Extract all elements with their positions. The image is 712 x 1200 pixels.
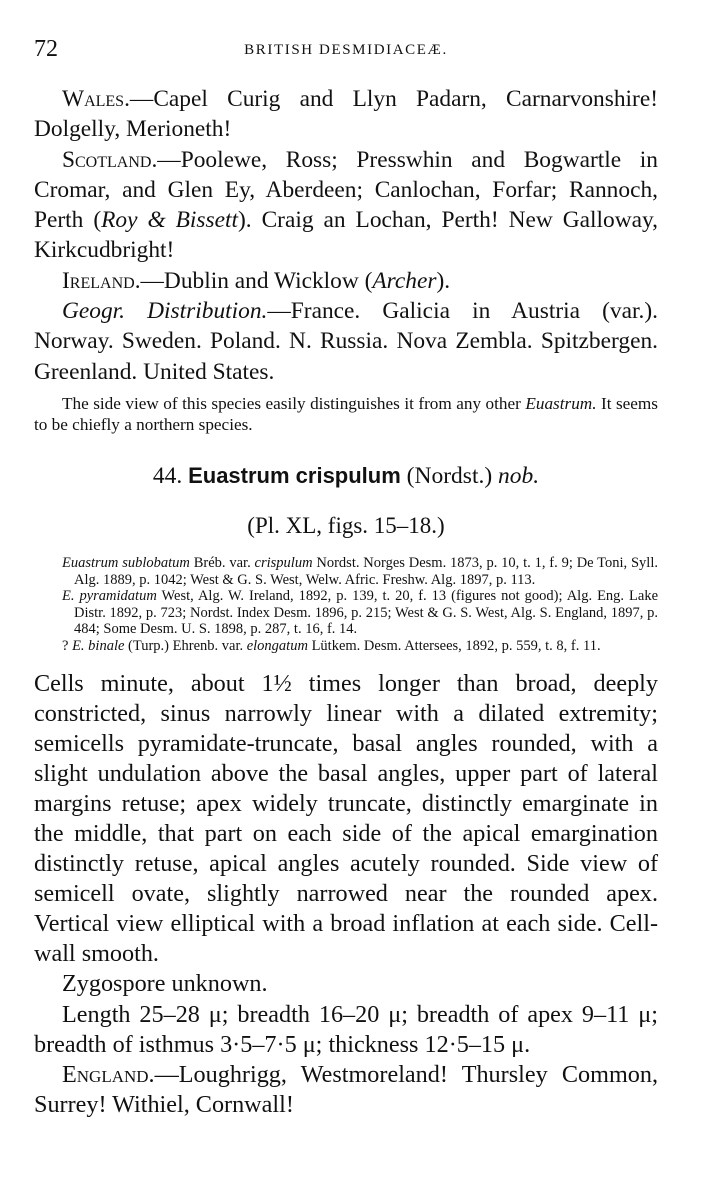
distribution-label: Geogr. Distribution. <box>62 298 268 325</box>
synonym-variety: elongatum <box>246 637 308 654</box>
species-name: Euastrum crispulum <box>188 462 401 488</box>
plate-reference: (Pl. XL, figs. 15–18.) <box>247 512 445 538</box>
ireland-text: .—Dublin and Wicklow ( <box>134 267 373 294</box>
species-authority: (Nordst.) <box>406 462 493 489</box>
england-text: .—Loughrigg, Westmoreland! Thursley Common, Surrey! Withiel, Cornwall! <box>34 1060 658 1118</box>
species-description <box>34 669 658 1120</box>
scotland-collectors: Roy & Bissett <box>101 207 238 234</box>
dimensions: Length 25–28 μ; breadth 16–20 μ; breadth of apex 9–11 μ; breadth of isthmus 3·5–7·5 μ; thickness 12·5–15 μ. <box>34 1000 658 1058</box>
synonym-text: (Turp.) Ehrenb. var. <box>124 637 247 654</box>
synonym-query-mark: ? <box>62 637 73 654</box>
synonym-name: Euastrum sublobatum <box>62 554 190 571</box>
scotland-paragraph <box>34 145 658 266</box>
zygospore-note: Zygospore unknown. <box>62 970 268 998</box>
species-nob: nob. <box>498 462 540 489</box>
synonym-text: Bréb. var. <box>189 554 255 571</box>
species-heading <box>34 461 658 491</box>
species-note <box>34 393 658 435</box>
synonym-entry <box>62 588 658 638</box>
distribution-paragraph <box>34 296 658 387</box>
synonym-citation: West, Alg. W. Ireland, 1892, p. 139, t. 20, f. 13 (figures not good); Alg. Eng. Lake Distr. 1892, p. 723; Nordst. Index Desm. 1896, p. 215; West & G. S. West, Alg. S. England, 1897, p. 484; Some Desm. U. S. 1898, p. 287, t. 16, f. 14. <box>74 588 659 638</box>
synonym-citation: Nordst. Norges Desm. 1873, p. 10, t. 1, f. 9; De Toni, Syll. Alg. 1889, p. 1042; West & G. S. West, Welw. Afric. Freshw. Alg. 1897, p. 113. <box>74 554 658 588</box>
ireland-label: Ireland <box>62 267 135 294</box>
page-header <box>34 36 658 70</box>
scotland-label: Scotland <box>62 146 152 173</box>
page-body <box>34 84 658 1120</box>
ireland-collector: Archer <box>372 267 437 294</box>
synonym-citation: Lütkem. Desm. Attersees, 1892, p. 559, t. 8, f. 11. <box>307 637 601 654</box>
synonym-entry <box>62 638 658 655</box>
note-text-2: It seems to be chiefly a northern species. <box>34 393 658 434</box>
synonym-variety: crispulum <box>254 554 313 571</box>
note-genus: Euastrum. <box>525 393 597 413</box>
ireland-end: ). <box>436 267 451 294</box>
synonym-name: E. pyramidatum <box>62 588 157 605</box>
ireland-paragraph <box>34 266 658 296</box>
note-text-1: The side view of this species easily distinguishes it from any other <box>62 393 526 413</box>
synonym-entry <box>62 555 658 588</box>
synonymy-list <box>62 555 658 655</box>
scotland-text-2: ). Craig an Lochan, Perth! New Galloway, Kirkcudbright! <box>34 207 658 264</box>
wales-text: .—Capel Curig and Llyn Padarn, Carnarvonshire! Dolgelly, Merioneth! <box>34 86 658 143</box>
england-localities <box>34 1060 658 1120</box>
cell-description: Cells minute, about 1½ times longer than broad, deeply constricted, sinus narrowly linear with a dilated extremity; semicells pyramidate-truncate, basal angles rounded, with a slight undulation above the basal angles, upper part of lateral margins retuse; apex widely truncate, distinctly emarginate in the middle, that part on each side of the apical emargination distinctly retuse, apical angles acutely rounded. Side view of semicell ovate, slightly narrowed near the rounded apex. Vertical view elliptical with a broad inflation at each side. Cell-wall smooth. <box>34 669 658 968</box>
distribution-text: —France. Galicia in Austria (var.). Norway. Sweden. Poland. N. Russia. Nova Zembla. Spitzbergen. Greenland. United States. <box>34 298 658 385</box>
wales-label: Wales <box>62 86 125 112</box>
species-number: 44. <box>152 462 183 489</box>
running-title: BRITISH DESMIDIACEÆ. <box>244 42 448 58</box>
wales-paragraph <box>34 84 658 145</box>
scotland-text-1: .—Poolewe, Ross; Presswhin and Bogwartle in Cromar, and Glen Ey, Aberdeen; Canlochan, Forfar; Rannoch, Perth ( <box>34 146 658 234</box>
england-label: England <box>62 1060 149 1088</box>
synonym-name: E. binale <box>72 637 125 654</box>
page-number: 72 <box>34 36 58 62</box>
